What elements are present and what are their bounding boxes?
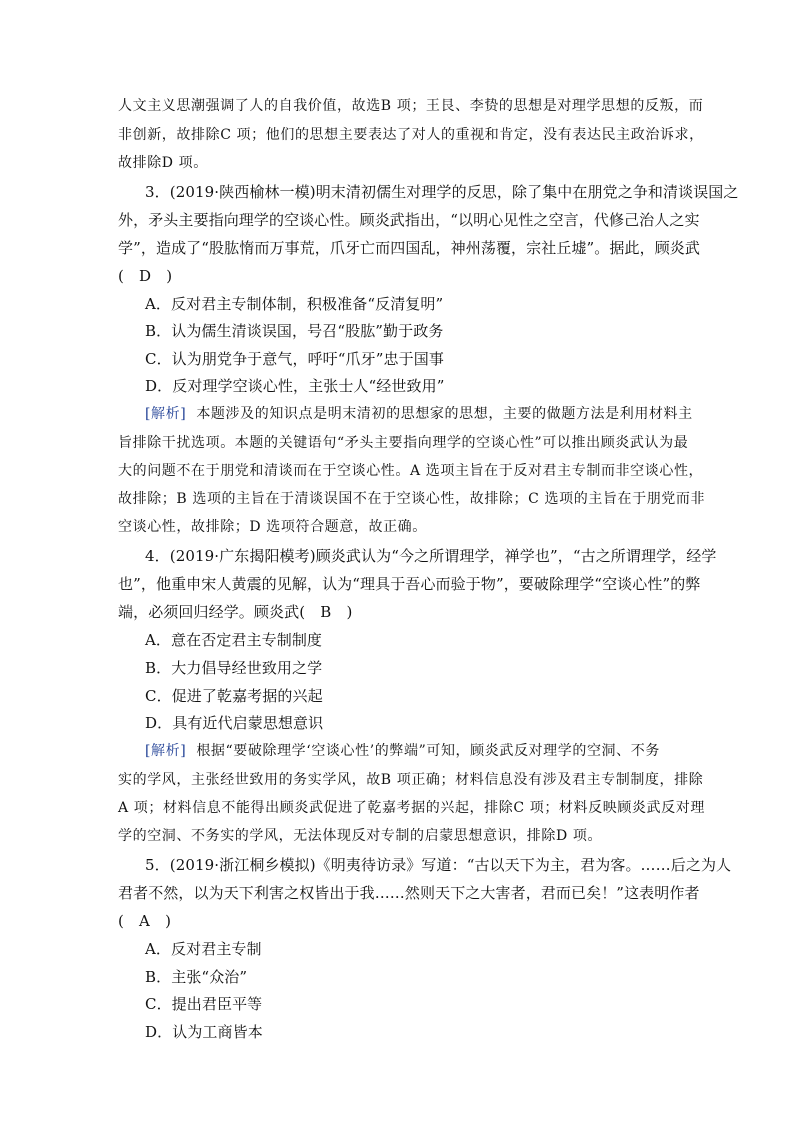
q3-explain-line-5: 空谈心性，故排除；D 选项符合题意，故正确。	[118, 519, 427, 535]
q3-explain-text-1: 本题涉及的知识点是明末清初的思想家的思想，主要的做题方法是利用材料主	[196, 406, 693, 422]
q4-stem-line-1: 4．(2019·广东揭阳模考)顾炎武认为“今之所谓理学，禅学也”，“古之所谓理学，经学	[145, 547, 717, 565]
q3-option-a: A．反对君主专制体制，积极准备“反清复明”	[145, 295, 444, 313]
q3-answer: ( D )	[118, 267, 173, 285]
q5-option-d: D．认为工商皆本	[145, 1023, 263, 1041]
q3-option-c: C．认为朋党争于意气，呼吁“爪牙”忠于国事	[145, 350, 444, 368]
q4-explain-line-4: 学的空洞、不务实的学风，无法体现反对专制的启蒙思想意识，排除D 项。	[118, 828, 603, 844]
q4-explain-line-1	[145, 741, 660, 761]
q3-stem-line-2: 外，矛头主要指向理学的空谈心性。顾炎武指出，“以明心见性之空言，代修己治人之实	[118, 211, 700, 229]
q4-option-d: D．具有近代启蒙思想意识	[145, 714, 324, 732]
q5-stem-line-2: 君者不然，以为天下利害之权皆出于我……然则天下之大害者，君而已矣！”这表明作者	[118, 884, 700, 902]
q4-stem-line-2: 也”，他重申宋人黄震的见解，认为“理具于吾心而验于物”，要破除理学“空谈心性”的弊	[118, 575, 701, 593]
q5-stem-line-1: 5．(2019·浙江桐乡模拟)《明夷待访录》写道：“古以天下为主，君为客。……后之为人	[145, 856, 732, 874]
q3-option-d: D．反对理学空谈心性，主张士人“经世致用”	[145, 377, 445, 395]
q4-explain-text-1: 根据“要破除理学‘空谈心性’的弊端”可知，顾炎武反对理学的空洞、不务	[196, 743, 660, 759]
q4-stem-line-3: 端，必须回归经学。顾炎武( B )	[118, 603, 353, 621]
q3-explain-line-4: 故排除；B 选项的主旨在于清谈误国不在于空谈心性，故排除；C 选项的主旨在于朋党而非	[118, 491, 706, 507]
q4-option-a: A．意在否定君主专制制度	[145, 631, 323, 649]
q3-explain-line-1	[145, 404, 693, 424]
explain-tag: [解析]	[145, 743, 187, 759]
q4-explain-line-3: A 项；材料信息不能得出顾炎武促进了乾嘉考据的兴起，排除C 项；材料反映顾炎武反对理	[118, 800, 705, 816]
q3-explain-line-3: 大的问题不在于朋党和清谈而在于空谈心性。A 选项主旨在于反对君主专制而非空谈心性，	[118, 463, 704, 479]
q5-option-b: B．主张“众治”	[145, 968, 248, 986]
q3-explain-line-2: 旨排除干扰选项。本题的关键语句“矛头主要指向理学的空谈心性”可以推出顾炎武认为最	[118, 435, 689, 451]
q3-option-b: B．认为儒生清谈误国，号召“股肱”勤于政务	[145, 322, 444, 340]
q3-stem-line-3: 学”，造成了“股肱惰而万事荒，爪牙亡而四国乱，神州荡覆，宗社丘墟”。据此，顾炎武	[118, 239, 701, 257]
q4-option-c: C．促进了乾嘉考据的兴起	[145, 687, 323, 705]
q2-explain-line-1: 人文主义思潮强调了人的自我价值，故选B 项；王艮、李贽的思想是对理学思想的反叛，而	[118, 98, 704, 114]
q5-answer: ( A )	[118, 912, 172, 930]
q4-option-b: B．大力倡导经世致用之学	[145, 659, 323, 677]
explain-tag: [解析]	[145, 406, 187, 422]
q2-explain-line-2: 非创新，故排除C 项；他们的思想主要表达了对人的重视和肯定，没有表达民主政治诉求，	[118, 127, 704, 143]
q5-option-a: A．反对君主专制	[145, 940, 262, 958]
q5-option-c: C．提出君臣平等	[145, 995, 263, 1013]
q2-explain-line-3: 故排除D 项。	[118, 155, 208, 171]
q3-stem-line-1: 3．(2019·陕西榆林一模)明末清初儒生对理学的反思，除了集中在朋党之争和清谈误国之	[145, 183, 739, 201]
q4-explain-line-2: 实的学风，主张经世致用的务实学风，故B 项正确；材料信息没有涉及君主专制制度，排除	[118, 772, 704, 788]
